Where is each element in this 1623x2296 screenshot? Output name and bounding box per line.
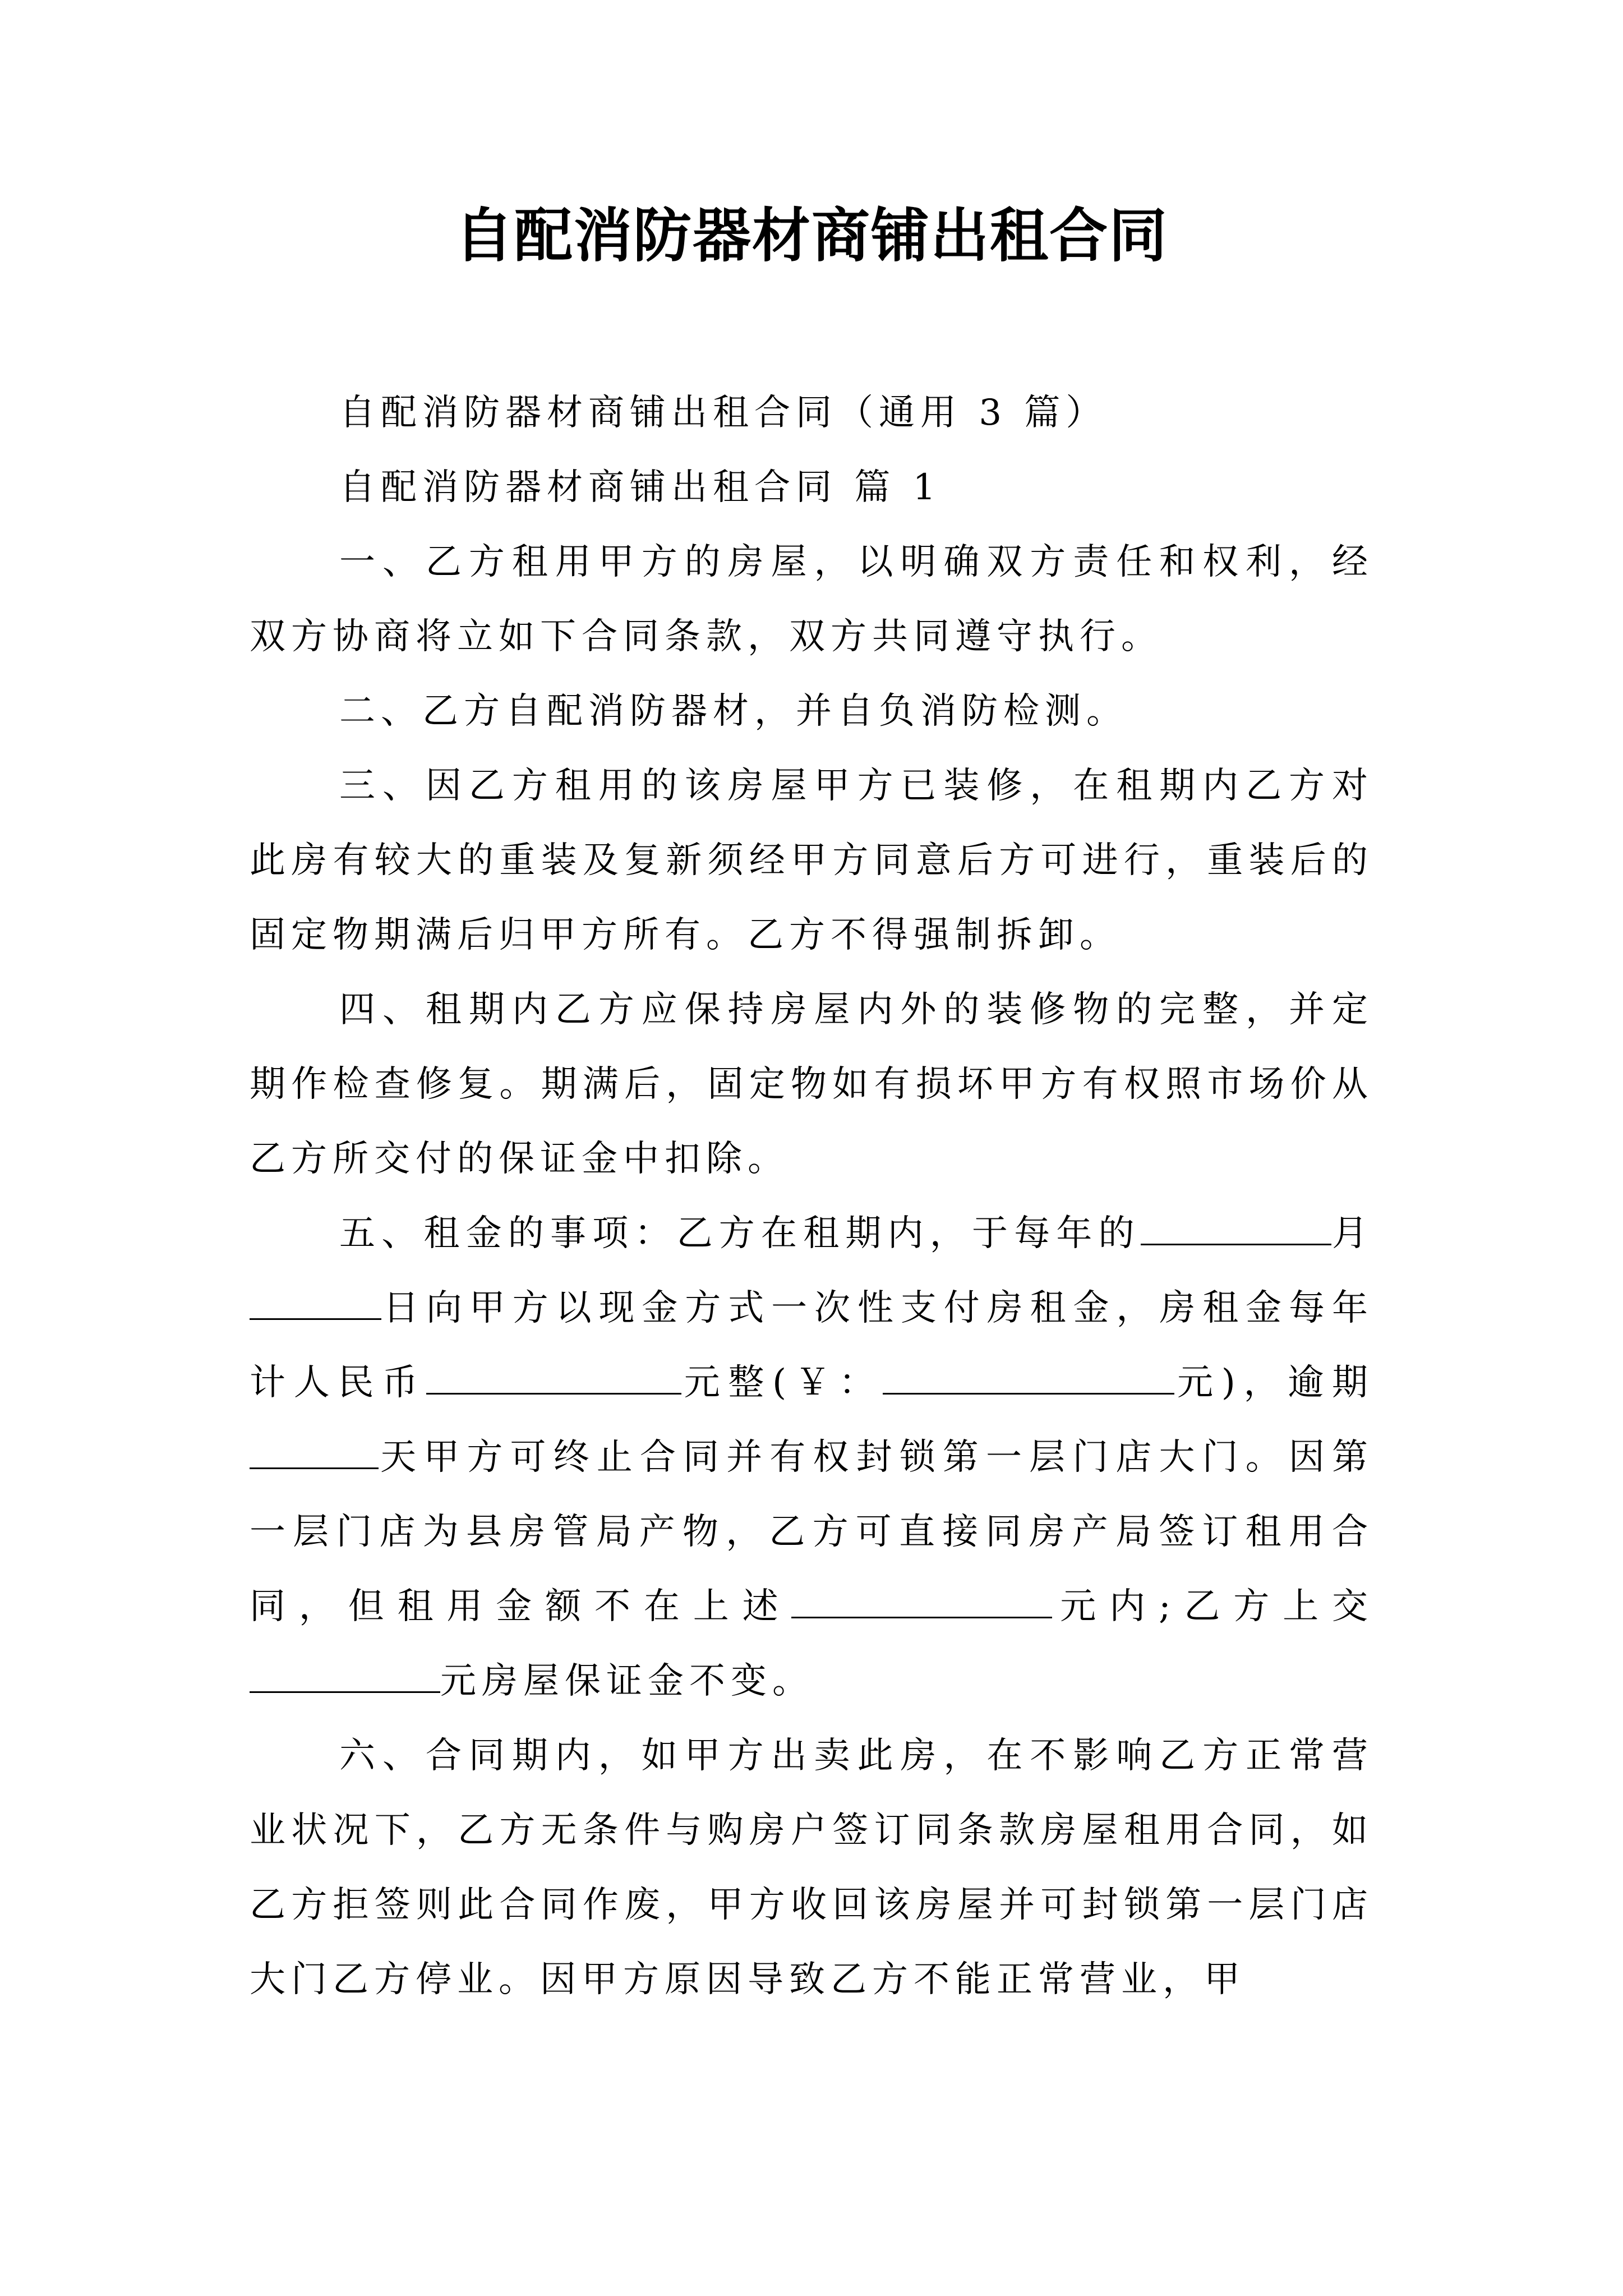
clause-4: 四、租期内乙方应保持房屋内外的装修物的完整，并定期作检查修复。期满后，固定物如有损坏甲方有权照市场价从乙方所交付的保证金中扣除。 [250, 989, 1373, 1180]
blank-line [883, 1360, 1174, 1395]
blank-line [426, 1360, 681, 1395]
clause-5-text: 天甲方可终止合同并有权封锁第一层门店大门。因第一层门店为县房管局产物，乙方可直接同房产局签订租用合同，但租用金额不在上述 [250, 1437, 1373, 1627]
clause-2: 二、乙方自配消防器材，并自负消防检测。 [339, 691, 1128, 732]
blank-line [250, 1659, 440, 1693]
clause-5-text: 元)，逾期 [1174, 1362, 1374, 1404]
section-heading: 自配消防器材商铺出租合同 篇 1 [339, 467, 942, 508]
clause-5-text: 元整(￥： [681, 1362, 883, 1404]
document-title: 自配消防器材商铺出租合同 [454, 201, 1168, 270]
document-body [250, 376, 1373, 2017]
blank-line [791, 1584, 1052, 1618]
clause-3: 三、因乙方租用的该房屋甲方已装修，在租期内乙方对此房有较大的重装及复新须经甲方同意后方可进行，重装后的固定物期满后归甲方所有。乙方不得强制拆卸。 [250, 765, 1373, 956]
clause-5-text: 元内;乙方上交 [1052, 1586, 1374, 1627]
clause-6: 六、合同期内，如甲方出卖此房，在不影响乙方正常营业状况下，乙方无条件与购房户签订同条款房屋租用合同，如乙方拒签则此合同作废，甲方收回该房屋并可封锁第一层门店大门乙方停业。因甲方原因导致乙方不能正常营业，甲 [250, 1735, 1373, 2000]
clause-5-text: 月 [1331, 1213, 1374, 1254]
clause-5-text: 元房屋保证金不变。 [440, 1660, 814, 1702]
blank-line [1141, 1211, 1331, 1245]
clause-1: 一、乙方租用甲方的房屋，以明确双方责任和权利，经双方协商将立如下合同条款，双方共同遵守执行。 [250, 541, 1373, 657]
document-subtitle: 自配消防器材商铺出租合同（通用 3 篇） [339, 392, 1108, 434]
blank-line [250, 1286, 381, 1320]
clause-5 [250, 1197, 1373, 1719]
clause-5-text: 五、租金的事项：乙方在租期内，于每年的 [339, 1213, 1141, 1254]
clause-5-text: 日向甲方以现金方式一次性支付房租金，房租金每年计人民币 [250, 1287, 1373, 1404]
blank-line [250, 1435, 379, 1469]
